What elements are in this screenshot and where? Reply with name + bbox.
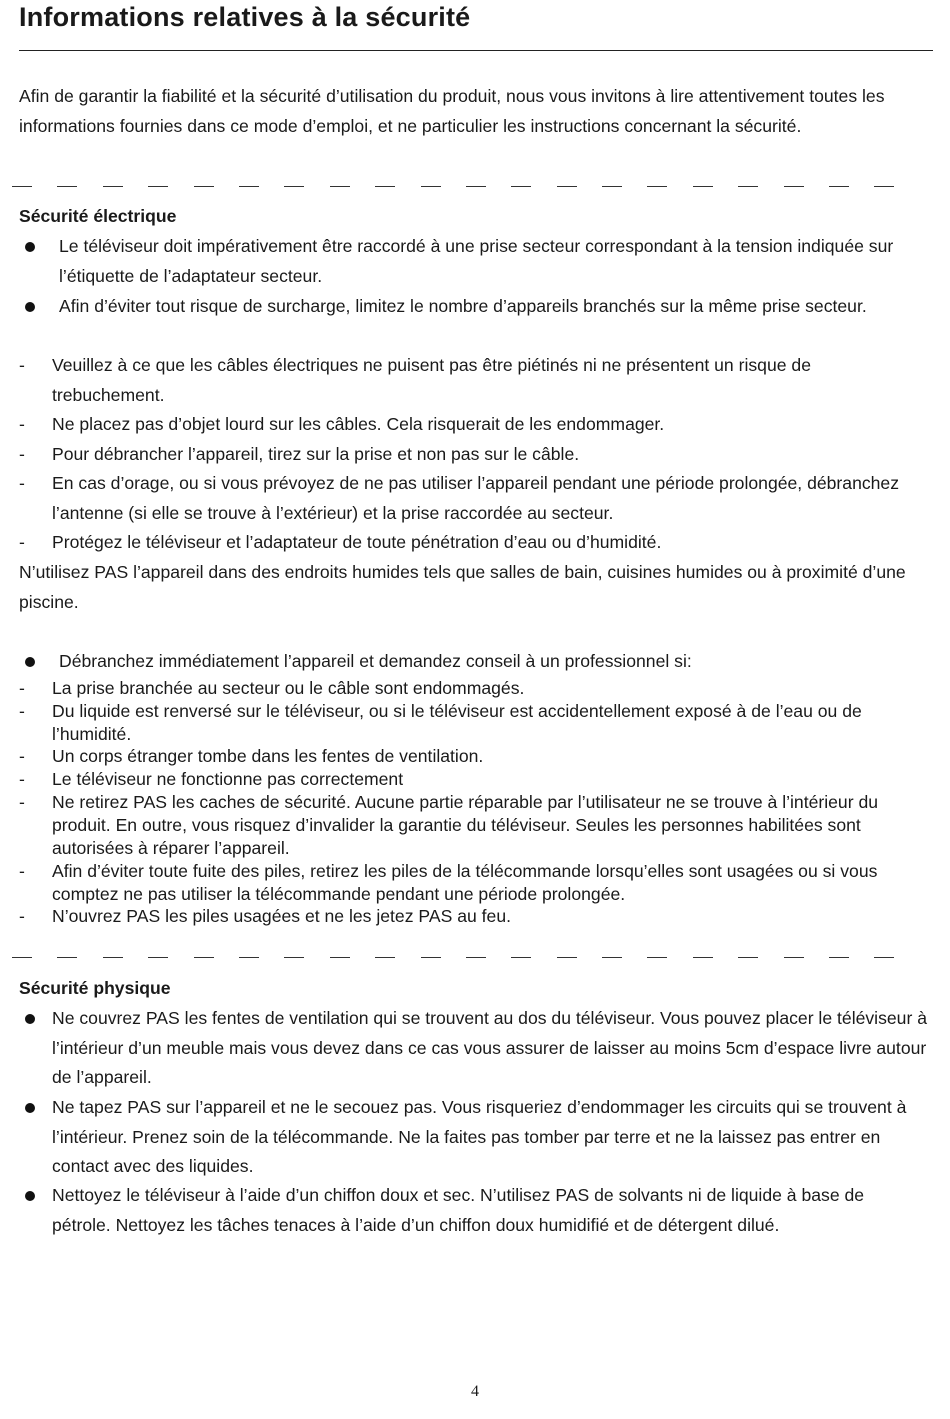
dash-marker: -	[19, 746, 25, 766]
dash-text: N’ouvrez PAS les piles usagées et ne les jetez PAS au feu.	[52, 906, 511, 926]
page-number: 4	[471, 1383, 479, 1400]
bullet-text: Afin d’éviter tout risque de surcharge, limitez le nombre d’appareils branchés sur la même prise secteur.	[59, 296, 867, 316]
bullet-icon	[25, 1191, 35, 1201]
dash-marker: -	[19, 473, 25, 493]
dash-text: La prise branchée au secteur ou le câble sont endommagés.	[52, 678, 525, 698]
dash-marker: -	[19, 861, 25, 881]
bullet-icon	[25, 1103, 35, 1113]
dash-marker: -	[19, 532, 25, 552]
dash-text: Le téléviseur ne fonctionne pas correctement	[52, 769, 404, 789]
dash-marker: -	[19, 355, 25, 375]
humidity-note: N’utilisez PAS l’appareil dans des endroits humides tels que salles de bain, cuisines humides ou à proximité d’une piscine.	[19, 562, 906, 612]
dash-marker: -	[19, 701, 25, 721]
dash-marker: -	[19, 792, 25, 812]
bullet-icon	[25, 657, 35, 667]
bullet-text: Ne couvrez PAS les fentes de ventilation qui se trouvent au dos du téléviseur. Vous pouvez placer le téléviseur à l’intérieur d’un meuble mais vous devez dans ce cas vous assurer de laisser au moins 5cm d’espace livre autour de l’appareil.	[52, 1008, 927, 1088]
dash-text: Protégez le téléviseur et l’adaptateur de toute pénétration d’eau ou d’humidité.	[52, 532, 662, 552]
bullet-icon	[25, 242, 35, 252]
dashed-separator	[12, 957, 942, 959]
electrical-safety-heading: Sécurité électrique	[19, 206, 177, 226]
dash-text: Veuillez à ce que les câbles électriques ne puisent pas être piétinés ni ne présentent un risque de trebuchement.	[52, 355, 811, 405]
dash-text: Ne retirez PAS les caches de sécurité. Aucune partie réparable par l’utilisateur ne se trouve à l’intérieur du produit. En outre, vous risquez d’invalider la garantie du téléviseur. Seules les personnes habilitées sont autorisées à réparer l’appareil.	[52, 792, 879, 858]
dash-marker: -	[19, 444, 25, 464]
dash-marker: -	[19, 678, 25, 698]
dash-text: Ne placez pas d’objet lourd sur les câbles. Cela risquerait de les endommager.	[52, 414, 665, 434]
bullet-icon	[25, 1014, 35, 1024]
dash-text: Un corps étranger tombe dans les fentes de ventilation.	[52, 746, 484, 766]
dash-text: Afin d’éviter toute fuite des piles, retirez les piles de la télécommande lorsqu’elles sont usagées ou si vous comptez ne pas utiliser la télécommande pendant une période prolongée.	[52, 861, 878, 904]
intro-paragraph: Afin de garantir la fiabilité et la sécurité d’utilisation du produit, nous vous invitons à lire attentivement toutes les informations fournies dans ce mode d’emploi, et ne particulier les instructions concernant la sécurité.	[19, 86, 885, 136]
dash-marker: -	[19, 906, 25, 926]
bullet-text: Nettoyez le téléviseur à l’aide d’un chiffon doux et sec. N’utilisez PAS de solvants ni de liquide à base de pétrole. Nettoyez les tâches tenaces à l’aide d’un chiffon doux humidifié et de détergent dilué.	[52, 1185, 865, 1235]
bullet-text: Débranchez immédiatement l’appareil et demandez conseil à un professionnel si:	[59, 651, 692, 671]
dash-marker: -	[19, 414, 25, 434]
dash-text: En cas d’orage, ou si vous prévoyez de ne pas utiliser l’appareil pendant une période prolongée, débranchez l’antenne (si elle se trouve à l’extérieur) et la prise raccordée au secteur.	[52, 473, 900, 523]
dash-text: Pour débrancher l’appareil, tirez sur la prise et non pas sur le câble.	[52, 444, 580, 464]
page-title: Informations relatives à la sécurité	[19, 2, 471, 32]
bullet-text: Ne tapez PAS sur l’appareil et ne le secouez pas. Vous risqueriez d’endommager les circuits qui se trouvent à l’intérieur. Prenez soin de la télécommande. Ne la faites pas tomber par terre et ne la laissez pas entrer en contact avec des liquides.	[52, 1097, 907, 1177]
bullet-text: Le téléviseur doit impérativement être raccordé à une prise secteur correspondant à la tension indiquée sur l’étiquette de l’adaptateur secteur.	[59, 236, 894, 286]
dashed-separator	[12, 186, 942, 188]
dash-text: Du liquide est renversé sur le téléviseur, ou si le téléviseur est accidentellement exposé à de l’eau ou de l’humidité.	[52, 701, 862, 744]
physical-safety-heading: Sécurité physique	[19, 978, 171, 998]
bullet-icon	[25, 302, 35, 312]
title-underline	[19, 50, 933, 51]
dash-marker: -	[19, 769, 25, 789]
